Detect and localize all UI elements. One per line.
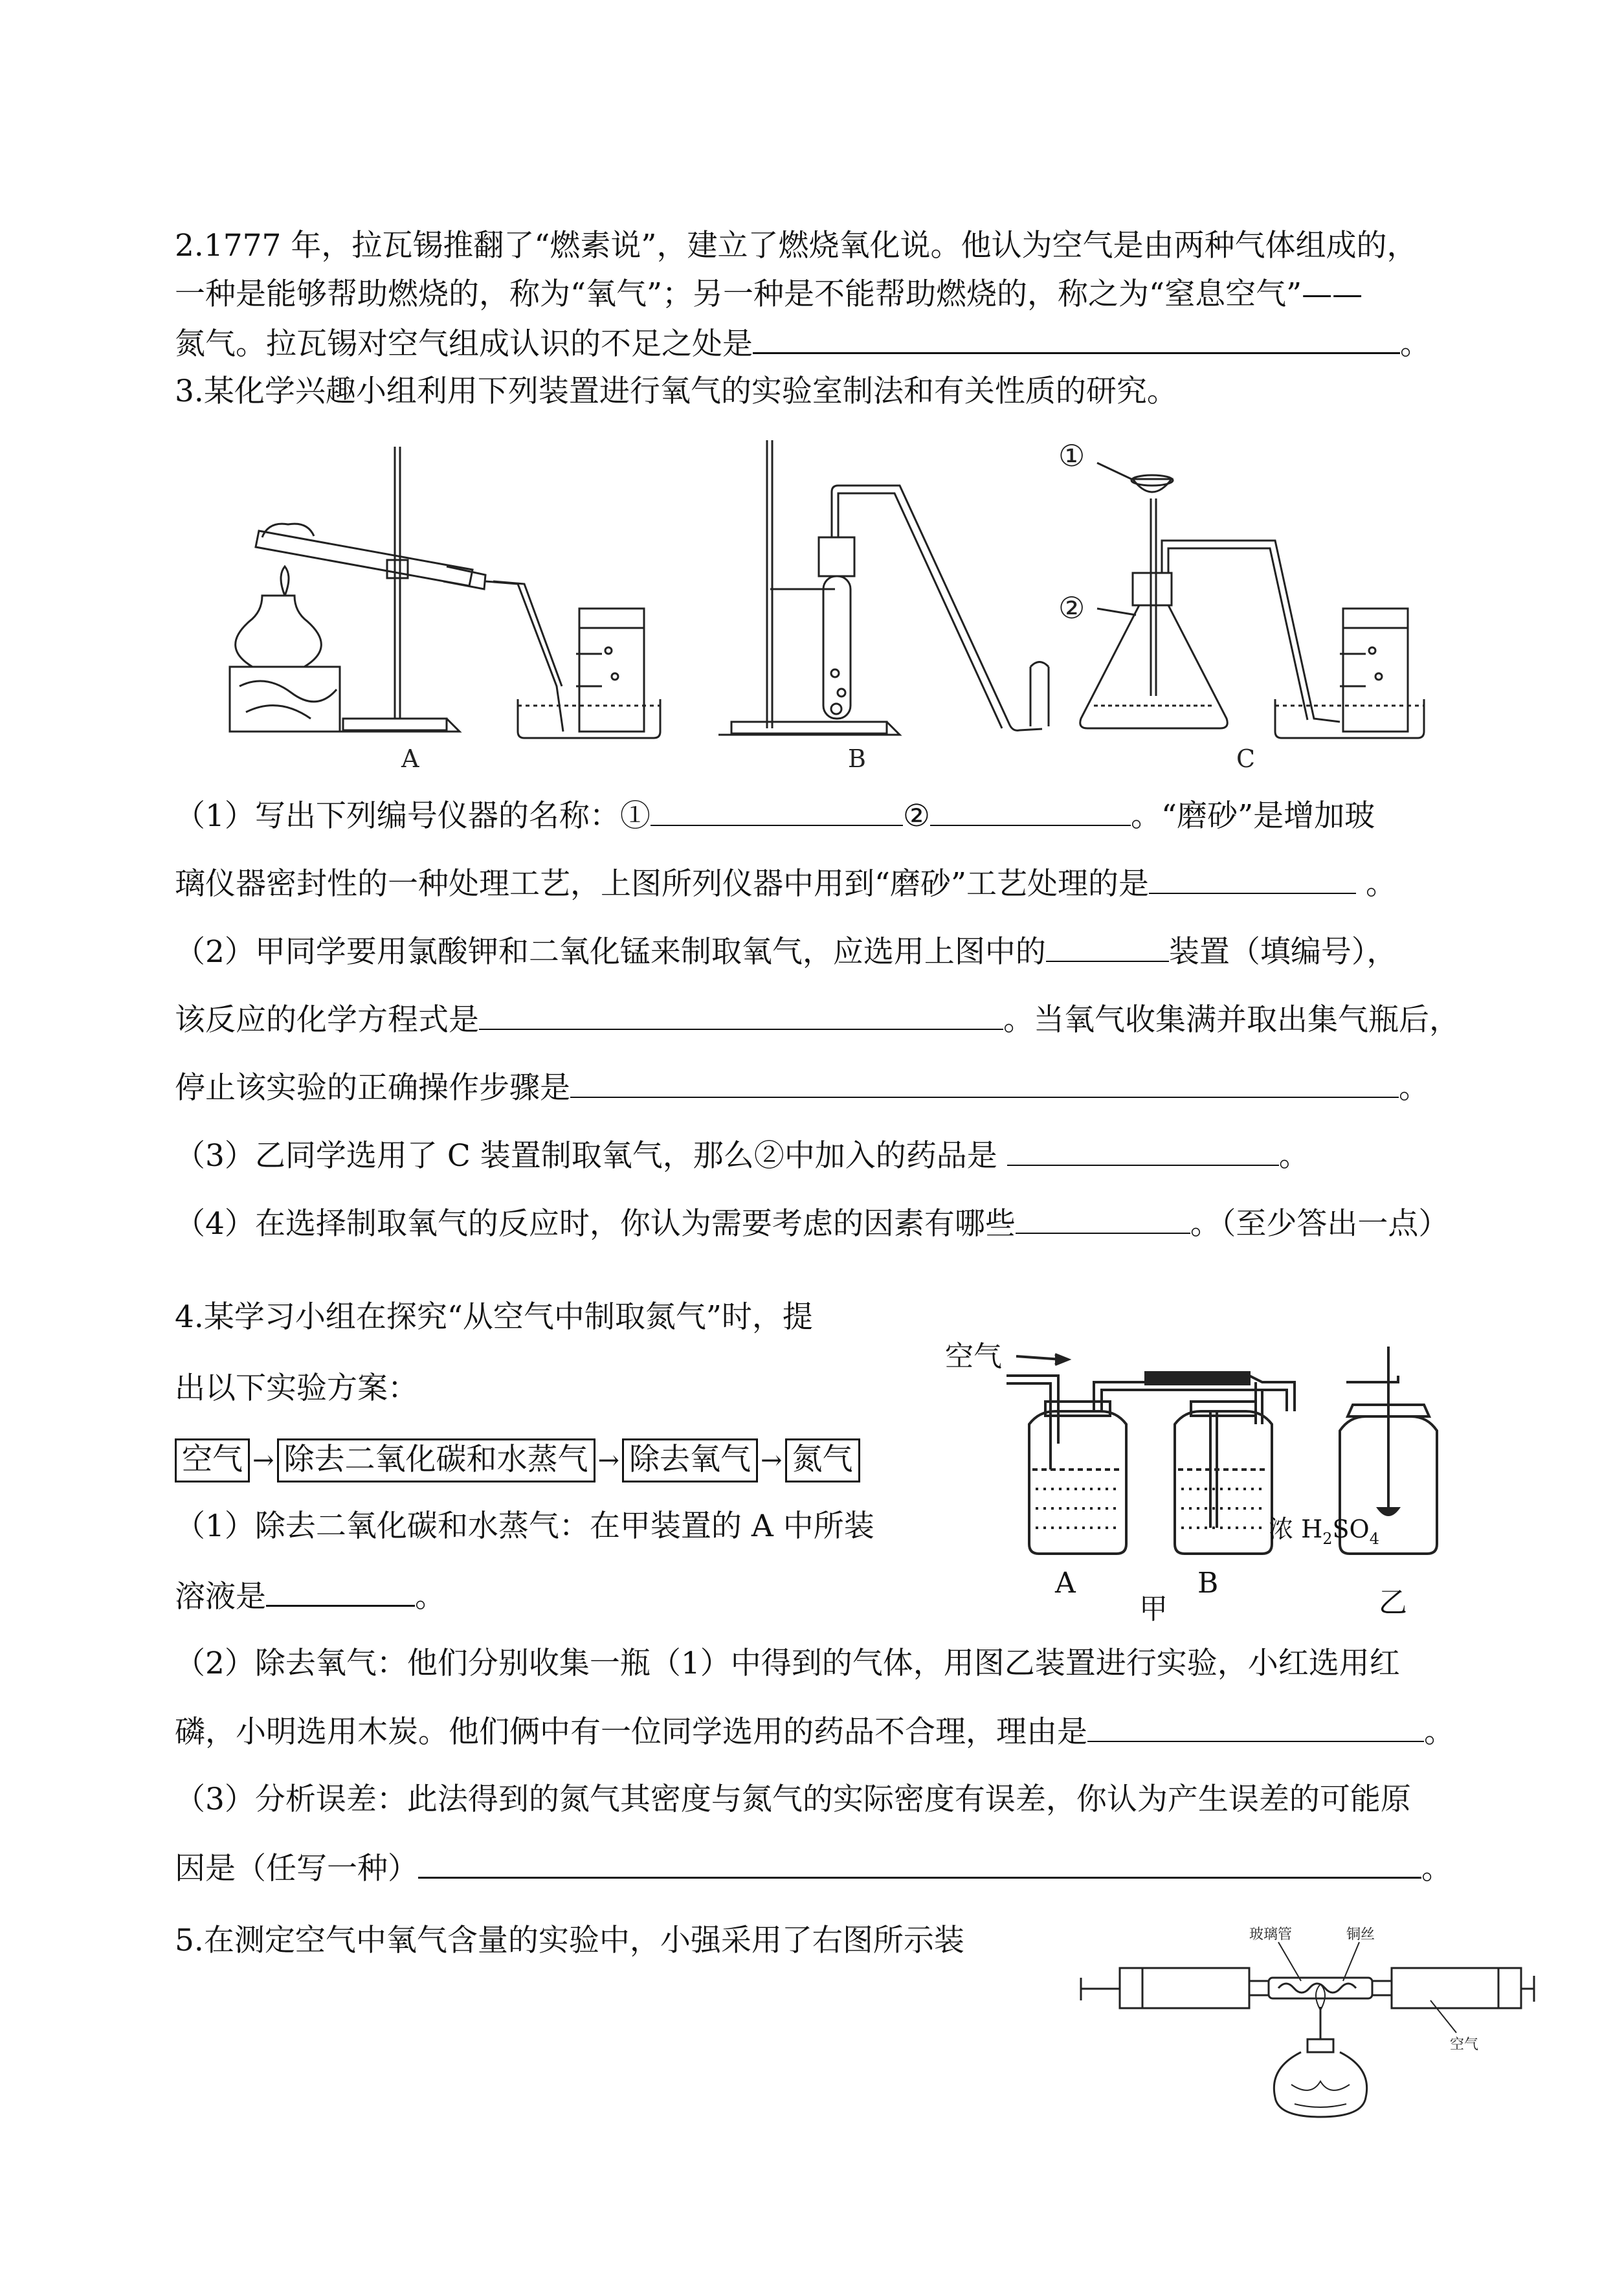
q3-apparatus-figure <box>214 427 1508 777</box>
q3-p2-line-3 <box>175 1068 1429 1108</box>
q4-p2-line-2 <box>175 1712 1454 1752</box>
q4-blank-error-cause[interactable] <box>418 1848 1421 1879</box>
q5-line-1: 5.在测定空气中氧气含量的实验中，小强采用了右图所示装 <box>175 1923 964 1958</box>
q3-blank-apparatus[interactable] <box>1046 932 1169 962</box>
q3-p2-line-1 <box>175 932 1397 972</box>
q3-blank-frosted[interactable] <box>1149 864 1356 894</box>
q3-p4-end: 。（至少答出一点） <box>1190 1206 1449 1242</box>
q3-p1-line-2 <box>175 864 1396 904</box>
q3-p2-text-end: 装置（填编号）， <box>1168 934 1397 970</box>
q4-p2-line-1: （2）除去氧气：他们分别收集一瓶（1）中得到的气体，用图乙装置进行实验，小红选用红 <box>175 1646 1400 1681</box>
label-b: B <box>848 744 866 773</box>
q3-p2-line-2-text: 该反应的化学方程式是 <box>175 1002 479 1038</box>
q3-p1-line-1 <box>175 796 1375 836</box>
q3-p3 <box>175 1136 1309 1176</box>
q3-p2-line-3-end: 。 <box>1399 1070 1429 1106</box>
q2-line-3-end: 。 <box>1400 326 1430 362</box>
q3-blank-equation[interactable] <box>479 1000 1003 1030</box>
q4-p1-line-1: （1）除去二氧化碳和水蒸气：在甲装置的 A 中所装 <box>175 1508 874 1544</box>
q4-line-2: 出以下实验方案： <box>175 1370 418 1406</box>
q5-apparatus-figure <box>1068 1916 1541 2130</box>
q3-blank-factors[interactable] <box>1016 1204 1190 1234</box>
label-jia: 甲 <box>1139 1593 1168 1625</box>
q3-blank-name-2[interactable] <box>930 796 1131 826</box>
q3-p2-line-3-text: 停止该实验的正确操作步骤是 <box>175 1070 570 1106</box>
q4-p1-line-2 <box>175 1576 445 1616</box>
q4-line-1: 4.某学习小组在探究“从空气中制取氮气”时，提 <box>175 1299 813 1335</box>
q3-p3-end: 。 <box>1278 1138 1309 1174</box>
q4-blank-reason[interactable] <box>1087 1712 1424 1742</box>
q3-blank-name-1[interactable] <box>651 796 903 826</box>
q2-line-3-text: 氮气。拉瓦锡对空气组成认识的不足之处是 <box>175 326 753 362</box>
label-a: A <box>401 744 419 773</box>
mark-2: ② <box>1058 590 1085 625</box>
q4-p3-line-2 <box>175 1848 1452 1888</box>
apparatus-c <box>1080 463 1424 738</box>
q4-p2-line-2-end: 。 <box>1424 1714 1454 1750</box>
q4-p3-line-2-text: 因是（任写一种） <box>175 1851 418 1886</box>
q3-p2-text: （2）甲同学要用氯酸钾和二氧化锰来制取氧气，应选用上图中的 <box>175 934 1046 970</box>
q2-line-1: 2.1777 年，拉瓦锡推翻了“燃素说”，建立了燃烧氧化说。他认为空气是由两种气体组成的， <box>175 228 1418 263</box>
flow-arrow-icon: → <box>597 1446 620 1475</box>
q3-blank-steps[interactable] <box>570 1068 1399 1098</box>
flow-step-remove-co2-h2o: 除去二氧化碳和水蒸气 <box>277 1438 595 1482</box>
flow-step-air: 空气 <box>175 1438 250 1482</box>
q3-p1-line-2-end: 。 <box>1356 866 1397 902</box>
mark-1: ① <box>1058 438 1085 473</box>
q3-intro: 3.某化学兴趣小组利用下列装置进行氧气的实验室制法和有关性质的研究。 <box>175 374 1177 409</box>
q4-p1-line-2-end: 。 <box>415 1579 445 1615</box>
q3-p3-text: （3）乙同学选用了 C 装置制取氧气，那么②中加入的药品是 <box>175 1138 1007 1174</box>
q4-flow-diagram <box>175 1438 860 1482</box>
q2-line-3 <box>175 324 1430 364</box>
label-b: B <box>1197 1567 1219 1600</box>
q3-blank-reagent[interactable] <box>1007 1136 1279 1166</box>
q3-p1-line-2-text: 璃仪器密封性的一种处理工艺，上图所列仪器中用到“磨砂”工艺处理的是 <box>175 866 1150 902</box>
label-a: A <box>1055 1567 1076 1600</box>
q3-p2-line-2 <box>175 1000 1460 1040</box>
flow-arrow-icon: → <box>252 1446 274 1475</box>
flow-step-nitrogen: 氮气 <box>785 1438 860 1482</box>
q2-answer-blank[interactable] <box>753 324 1400 354</box>
q3-p1-mark-2: ② <box>902 798 931 834</box>
label-c: C <box>1236 744 1256 773</box>
q3-p2-line-2-end: 。当氧气收集满并取出集气瓶后， <box>1003 1002 1460 1038</box>
label-glass-tube: 玻璃管 <box>1249 1927 1293 1943</box>
label-conc-h2so4: 浓 $H_2SO_4$ <box>1269 1515 1379 1548</box>
flow-arrow-icon: → <box>761 1446 783 1475</box>
q4-blank-solution[interactable] <box>266 1576 415 1607</box>
label-yi: 乙 <box>1379 1586 1407 1619</box>
label-air: 空气 <box>1450 2037 1479 2053</box>
label-copper-wire: 铜丝 <box>1346 1927 1375 1943</box>
label-air: 空气 <box>945 1340 1002 1373</box>
q2-line-2: 一种是能够帮助燃烧的，称为“氧气”；另一种是不能帮助燃烧的，称之为“窒息空气”—— <box>175 276 1363 312</box>
q4-p3-line-1: （3）分析误差：此法得到的氮气其密度与氮气的实际密度有误差，你认为产生误差的可能原 <box>175 1782 1411 1817</box>
q3-p4-text: （4）在选择制取氧气的反应时，你认为需要考虑的因素有哪些 <box>175 1206 1016 1242</box>
apparatus-a <box>230 447 660 738</box>
q3-p1-text-end: 。“磨砂”是增加玻 <box>1131 798 1375 834</box>
q3-p4 <box>175 1204 1449 1244</box>
apparatus-b <box>718 440 1049 735</box>
q3-p1-text: （1）写出下列编号仪器的名称：① <box>175 798 651 834</box>
q4-p3-line-2-end: 。 <box>1421 1851 1452 1886</box>
q4-p2-line-2-text: 磷，小明选用木炭。他们俩中有一位同学选用的药品不合理，理由是 <box>175 1714 1087 1750</box>
flow-step-remove-o2: 除去氧气 <box>622 1438 758 1482</box>
q4-p1-line-2-text: 溶液是 <box>175 1579 266 1615</box>
q4-apparatus-figure <box>932 1340 1515 1625</box>
